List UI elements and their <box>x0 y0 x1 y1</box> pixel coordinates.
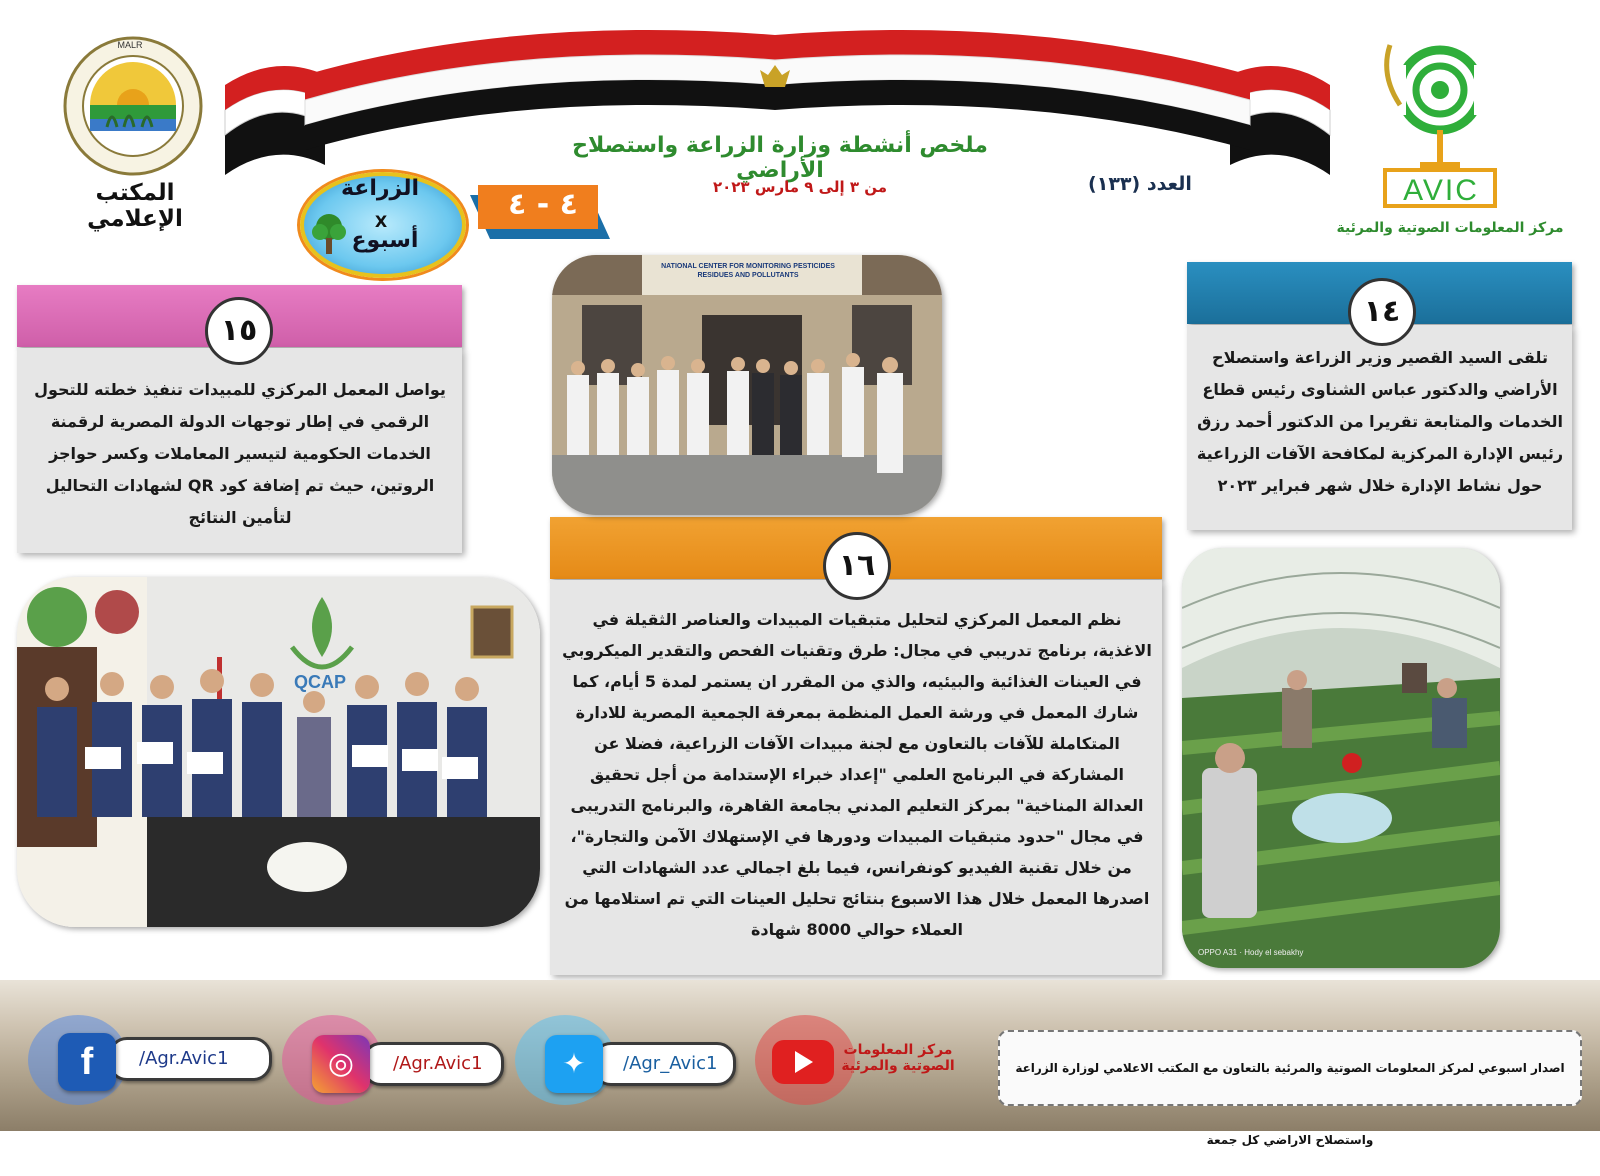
qcap-logo-text: QCAP <box>294 672 347 692</box>
date-range: من ٣ إلى ٩ مارس ٢٠٢٣ <box>712 178 888 196</box>
malr-logo <box>62 35 204 177</box>
media-office-label: المكتب الإعلامي <box>87 180 183 232</box>
greenhouse-photo <box>1182 548 1500 968</box>
issue-number: العدد (١٣٣) <box>1088 173 1192 195</box>
item-16-text: نظم المعمل المركزي لتحليل متبقيات المبيدات والعناصر الثقيلة في الاغذية، برنامج تدريبي في مجال: طرق وتقنيات الفحص والتقدير الميكروبي في العينات الغذائية والبيئيه، والذي من المقرر ان يستمر لمدة 5 أيام، كما شارك المعمل في ورشة العمل المنظمة بمعرفة الجمعية المصرية للادارة المتكاملة للآفات بالتعاون مع لجنة مبيدات الآفات الزراعية، فضلا عن المشاركة في البرنامج العلمي "إعداد خبراء الإستدامة من أجل تحقيق العدالة المناخية" بمركز التعليم المدني بجامعة القاهرة، والبرنامج التدريبى في مجال "حدود متبقيات المبيدات ودورها في الإستهلاك الآمن والتجارة"، من خلال تقنية الفيديو كونفرانس، فيما بلغ اجمالي عدد الشهادات التي اصدرها المعمل خلال هذا الاسبوع بنتائج تحليل العينات التي تم استلامها من العملاء حوالي 8000 شهادة <box>562 610 1152 939</box>
avic-caption: مركز المعلومات الصوتية والمرئية <box>1336 220 1564 236</box>
youtube-play-icon <box>795 1051 813 1073</box>
building-sign-text: NATIONAL CENTER FOR MONITORING PESTICIDES RESIDUES AND POLLUTANTS <box>661 263 835 279</box>
avic-logo-text: AVIC <box>1403 174 1479 207</box>
item-15-number: ١٥ <box>205 297 273 365</box>
item-14-text: تلقى السيد القصير وزير الزراعة واستصلاح الأراضي والدكتور عباس الشناوى رئيس قطاع الخدمات والمتابعة تقريرا من الدكتور أحمد رزق رئيس الإدارة المركزية لمكافحة الآفات الزراعية حول نشاط الإدارة خلال شهر فبراير ٢٠٢٣ <box>1196 348 1564 495</box>
certificate-ceremony-photo <box>17 577 540 927</box>
building-group-photo <box>552 255 942 515</box>
twitter-icon[interactable]: ✦ <box>545 1035 603 1093</box>
range-badge-text: ٤ - ٤ <box>508 187 578 222</box>
item-15-text: يواصل المعمل المركزي للمبيدات تنفيذ خطته للتحول الرقمي في إطار توجهات الدولة المصرية لرقمنة الخدمات الحكومية لتيسير المعاملات وكسر حواجز الروتين، حيث تم إضافة كود QR لشهادات التحاليل لتأمين النتائج <box>34 380 446 527</box>
youtube-label[interactable]: مركز المعلومات الصوتية والمرئية <box>841 1042 955 1074</box>
week-badge-line1: الزراعة <box>340 176 420 201</box>
week-badge-line2: أسبوع <box>351 228 419 253</box>
page-title: ملخص أنشطة وزارة الزراعة واستصلاح الأراضي <box>572 133 988 183</box>
instagram-link[interactable]: /Agr.Avic1 <box>362 1042 504 1086</box>
item-16-number: ١٦ <box>823 532 891 600</box>
facebook-link[interactable]: /Agr.Avic1 <box>108 1037 272 1081</box>
week-badge-x: X <box>374 212 388 231</box>
twitter-link[interactable]: /Agr_Avic1 <box>592 1042 736 1086</box>
instagram-icon[interactable]: ◎ <box>312 1035 370 1093</box>
photo-stamp: OPPO A31 · Hody el sebakhy <box>1198 948 1304 957</box>
footer-note: اصدار اسبوعي لمركز المعلومات الصوتية والمرئية بالتعاون مع المكتب الاعلامي لوزارة الزراعة واستصلاح الاراضي كل جمعة <box>998 1030 1582 1106</box>
malr-logo-text: MALR <box>117 40 143 50</box>
facebook-icon[interactable]: f <box>58 1033 116 1091</box>
item-14-number: ١٤ <box>1348 278 1416 346</box>
